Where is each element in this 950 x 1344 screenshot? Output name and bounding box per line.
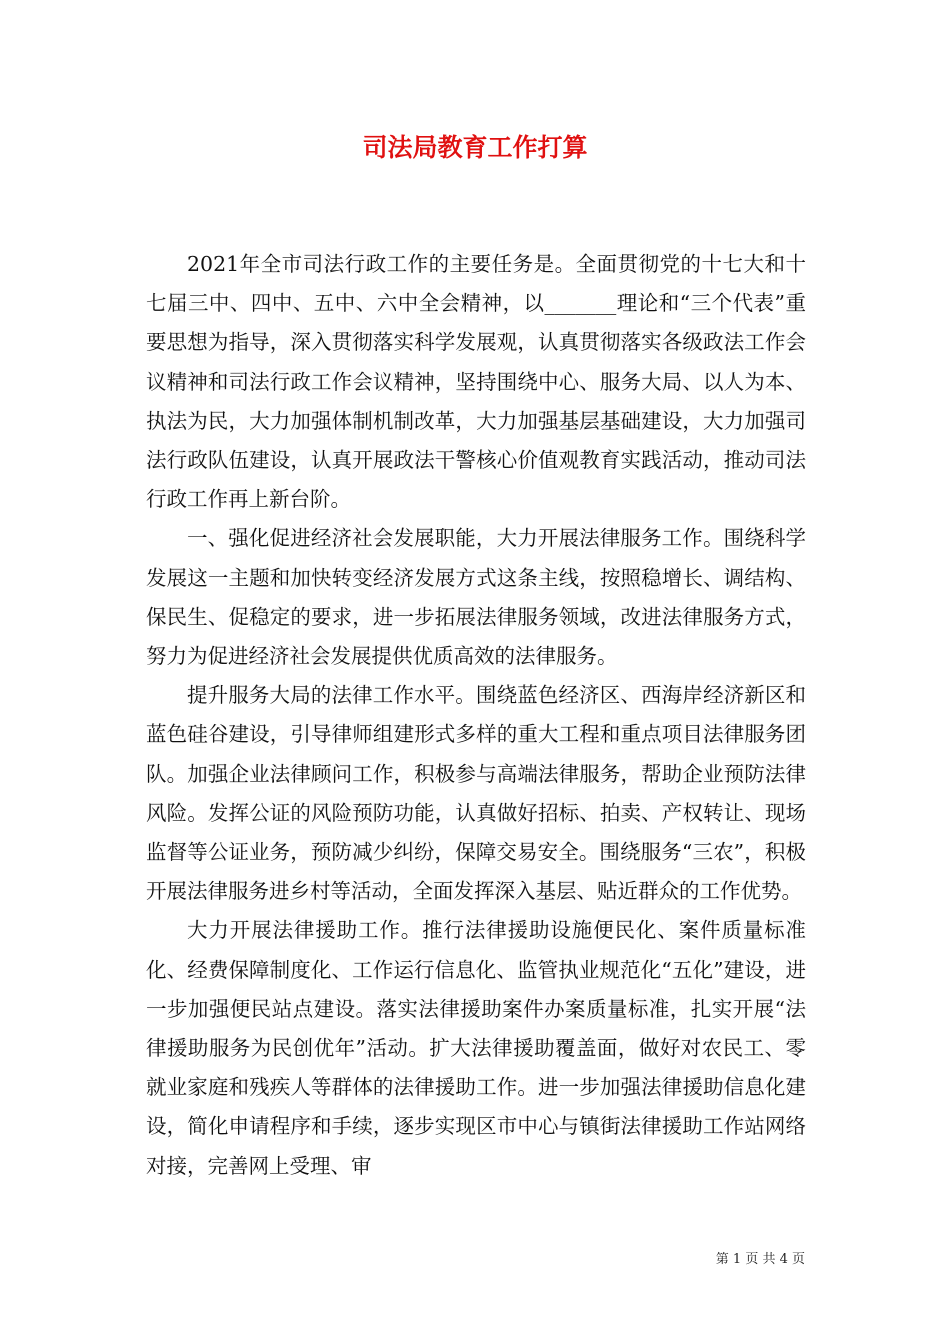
- document-body: [146, 245, 806, 1186]
- paragraph: 一、强化促进经济社会发展职能，大力开展法律服务工作。围绕科学发展这一主题和加快转变经济发展方式这条主线，按照稳增长、调结构、保民生、促稳定的要求，进一步拓展法律服务领域，改进法律服务方式，努力为促进经济社会发展提供优质高效的法律服务。: [146, 526, 806, 669]
- paragraph: 提升服务大局的法律工作水平。围绕蓝色经济区、西海岸经济新区和蓝色硅谷建设，引导律师组建形式多样的重大工程和重点项目法律服务团队。加强企业法律顾问工作，积极参与高端法律服务，帮助企业预防法律风险。发挥公证的风险预防功能，认真做好招标、拍卖、产权转让、现场监督等公证业务，预防减少纠纷，保障交易安全。围绕服务“三农”，积极开展法律服务进乡村等活动，全面发挥深入基层、贴近群众的工作优势。: [146, 683, 806, 904]
- paragraph: 大力开展法律援助工作。推行法律援助设施便民化、案件质量标准化、经费保障制度化、工作运行信息化、监管执业规范化“五化”建设，进一步加强便民站点建设。落实法律援助案件办案质量标准，扎实开展“法律援助服务为民创优年”活动。扩大法律援助覆盖面，做好对农民工、零就业家庭和残疾人等群体的法律援助工作。进一步加强法律援助信息化建设，简化申请程序和手续，逐步实现区市中心与镇街法律援助工作站网络对接，完善网上受理、审: [146, 918, 806, 1178]
- paragraph: 2021年全市司法行政工作的主要任务是。全面贯彻党的十七大和十七届三中、四中、五中、六中全会精神，以_______理论和“三个代表”重要思想为指导，深入贯彻落实科学发展观，认真贯彻落实各级政法工作会议精神和司法行政工作会议精神，坚持围绕中心、服务大局、以人为本、执法为民，大力加强体制机制改革，大力加强基层基础建设，大力加强司法行政队伍建设，认真开展政法干警核心价值观教育实践活动，推动司法行政工作再上新台阶。: [146, 252, 806, 512]
- document-title: 司法局教育工作打算: [362, 133, 588, 162]
- page-number: 第 1 页 共 4 页: [715, 1252, 805, 1267]
